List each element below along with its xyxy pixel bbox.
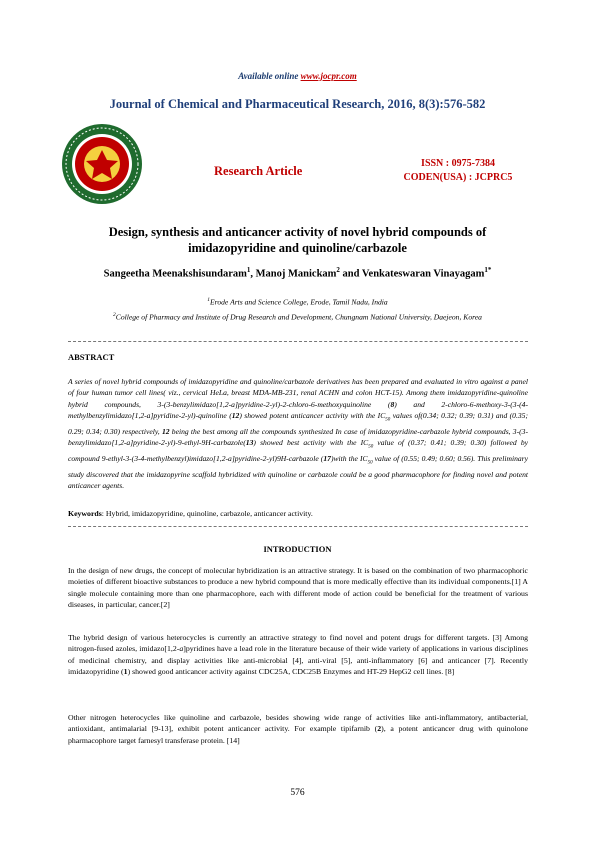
issn-block — [383, 157, 533, 185]
author-separator: , — [250, 268, 256, 280]
coden: CODEN(USA) : JCPRC5 — [403, 172, 513, 183]
abstract-heading: ABSTRACT — [68, 352, 115, 362]
title-line-1: Design, synthesis and anticancer activity of novel hybrid compounds of — [108, 225, 487, 239]
divider — [68, 341, 528, 342]
intro-paragraph-1: In the design of new drugs, the concept of molecular hybridization is an attractive strategy. It is based on the combination of two pharmacophoric moieties of different bioactive substances to produce a new hybrid compound that is more medically effective than its individual components.[1] A single molecule containing more than one pharmacophore, each with different mode of action could be beneficial for the treatment of various diseases, in particular, cancer.[2] — [68, 566, 528, 610]
issn: ISSN : 0975-7384 — [421, 158, 495, 169]
affiliations — [70, 294, 525, 323]
author-1: Sangeetha Meenakshisundaram — [103, 268, 247, 280]
author-3: Venkateswaran Vinayagam — [361, 268, 485, 280]
affiliation-2: $^2$College of Pharmacy and Institute of Drug Research and Development, Chungnam National University, Daejeon, Korea — [113, 311, 482, 322]
author-separator: and — [339, 268, 362, 280]
available-online-line — [0, 71, 595, 81]
keywords-label: Keywords — [68, 509, 102, 518]
page-number: 576 — [290, 788, 305, 798]
author-2: Manoj Manickam — [255, 268, 337, 280]
keywords — [68, 509, 528, 518]
abstract-text: A series of novel hybrid compounds of imidazopyridine and quinoline/carbazole derivatives has been prepared and evaluated in vitro against a panel of four human tumor cell lines( viz., cervical HeLa, breast MDA-MB-231, renal ACHN and colon HCT-15). Among them imidazopyridine-quinoline hybrid compounds, 3-(3-benzylimidazo[1,2-a]pyridine-2-yl)-2-chloro-6-methoxyquinoline (8) and 2-chloro-6-methoxy-3-(3-(4-methylbenzylimidazo[1,2-a]pyridine-2-yl)-quinoline (12) showed potent anticancer activity with the $IC_{50}$ values of(0.34; 0.32; 0.39; 0.31) and (0.35; 0.29; 0.34; 0.30) respectively, 12 being the best among all the compounds synthesized In case of imidazopyridine-carbazole hybrid compounds, 3-(3-benzylimidazo[1,2-a]pyridine-2-yl)-9-ethyl-9H-carbazole(13) showed best activity with the $IC_{50}$ value of (0.37; 0.41; 0.39; 0.30) followed by compound 9-ethyl-3-(3-4-methylbenzyl)imidazo[1,2-a]pyridine-2-yl)9H-carbazole (17)with the $IC_{50}$ value of (0.55; 0.49; 0.60; 0.56). This preliminary study discovered that the imidazopyrine scaffold hybridized with quinoline or carbazole could be a good pharmacophore for finding novel and potent anticancer agents. — [68, 377, 528, 490]
journal-citation: Journal of Chemical and Pharmaceutical Research, 2016, 8(3):576-582 — [109, 97, 486, 111]
available-online-label: Available online — [238, 71, 299, 81]
intro-paragraph-3: Other nitrogen heterocycles like quinoline and carbazole, besides showing wide range of activities like anti-inflammatory, antibacterial, antioxidant, antimalarial [9-13], exhibit potent anticancer activity. For example tipifarnib (2), a potent anticancer drug with quinolone pharmacophore target farnesyl transferase protein. [14] — [68, 713, 528, 745]
paper-title — [60, 224, 535, 256]
author-list — [0, 266, 595, 280]
title-line-2: imidazopyridine and quinoline/carbazole — [188, 241, 407, 255]
keywords-text: : Hybrid, imidazopyridine, quinoline, carbazole, anticancer activity. — [101, 509, 313, 518]
author-1-affil: 1 — [246, 266, 251, 274]
journal-logo — [60, 122, 144, 206]
introduction-heading: INTRODUCTION — [263, 544, 332, 554]
affiliation-1: $^1$Erode Arts and Science College, Erode, Tamil Nadu, India — [207, 297, 388, 307]
author-2-affil: 2 — [336, 266, 340, 274]
article-type: Research Article — [214, 164, 303, 178]
divider — [68, 526, 528, 527]
journal-url-link[interactable]: www.jocpr.com — [300, 71, 357, 81]
author-3-affil: 1* — [484, 266, 492, 274]
intro-paragraph-2: The hybrid design of various heterocycles is currently an attractive strategy to find novel and potent drugs for different targets. [3] Among nitrogen-fused azoles, imidazo[1,2-a]pyridines have a lead role in the literature because of their wide variety of applications in various disciplines of medicinal chemistry, and display activities like anti-microbial [4], anti-viral [5], anti-inflammatory [6] and anticancer [7]. Recently imidazopyridine (1) showed good anticancer activity against CDC25A, CDC25B Enzymes and HT-29 HepG2 cell lines. [8] — [68, 633, 528, 677]
